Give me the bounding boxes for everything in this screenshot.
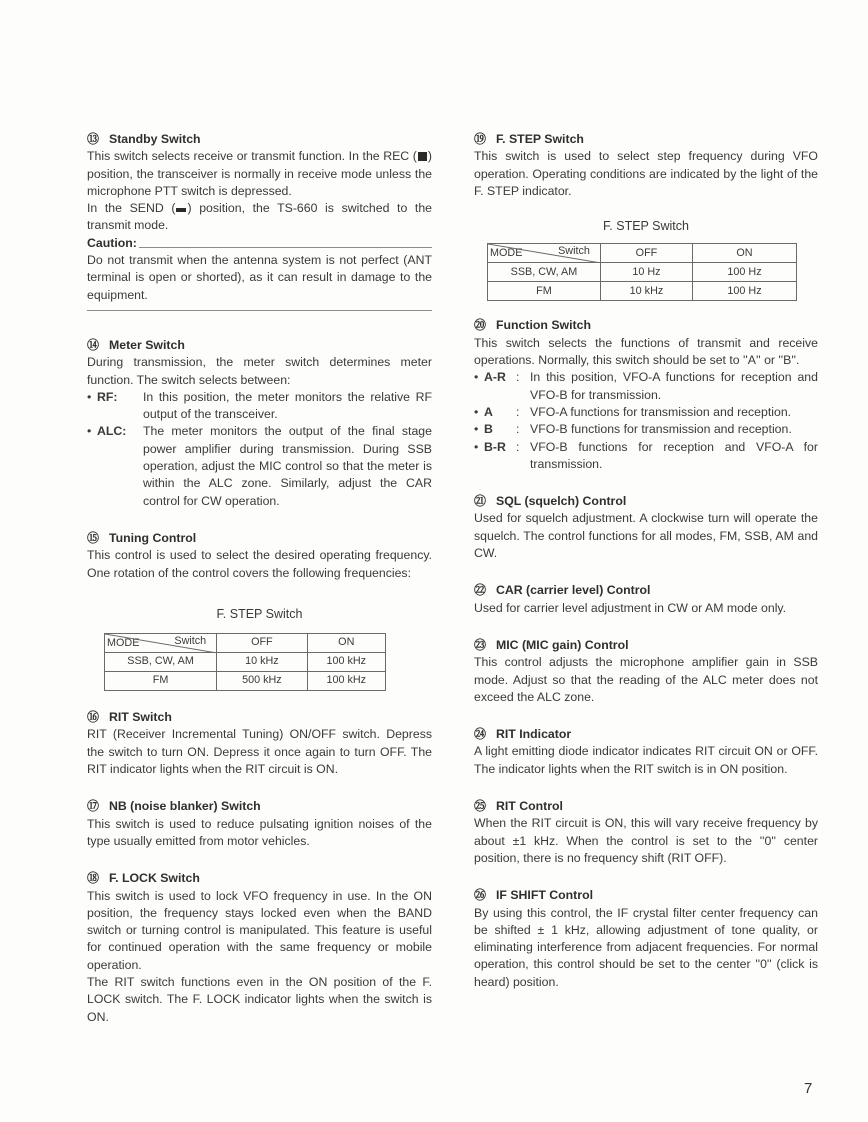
bullet-icon: • [87, 389, 92, 404]
option-separator: : [516, 439, 520, 454]
paragraph: This switch is used to lock VFO frequency in use. In the ON position, the frequency stays locked even when the BAND switch or turning control is manipulated. This feature is useful for continued operation with the same frequency or mobile operation. [87, 888, 432, 972]
section-title: RIT Control [496, 799, 563, 814]
item-number: ⑱ [87, 871, 100, 886]
corner-row-label: MODE [490, 247, 523, 260]
column-header: OFF [600, 244, 692, 263]
section-meter-switch [87, 337, 432, 510]
section-title: NB (noise blanker) Switch [109, 799, 261, 814]
section-title: Function Switch [496, 318, 591, 333]
option-key: A-R [484, 370, 506, 385]
corner-col-label: Switch [558, 245, 590, 258]
right-column [474, 131, 818, 1011]
section-title: Tuning Control [109, 530, 197, 545]
table-row [105, 672, 386, 691]
section-title: RIT Indicator [496, 727, 572, 742]
item-number: ⑳ [474, 318, 487, 333]
table-row [488, 263, 797, 282]
paragraph: This control is used to select the desired operating frequency. One rotation of the control covers the following frequencies: [87, 548, 432, 580]
on-cell: 100 Hz [693, 263, 797, 282]
option-desc: VFO-A functions for transmission and reception. [530, 404, 792, 419]
option-key: RF: [97, 389, 118, 404]
option-key: A [484, 404, 493, 419]
option-separator: : [516, 422, 520, 437]
paragraph: This control adjusts the microphone amplifier gain in SSB mode. Adjust so that the reading of the ALC meter does not exceed the ALC zone. [474, 655, 818, 704]
option-key: ALC: [97, 424, 127, 439]
column-header: OFF [217, 634, 307, 653]
section-heading [474, 798, 818, 815]
section-title: F. STEP Switch [496, 132, 584, 146]
text: In the SEND ( [87, 201, 176, 216]
section-car-control [474, 582, 818, 617]
paragraph: RIT (Receiver Incremental Tuning) ON/OFF switch. Depress the switch to turn ON. Depress it once again to turn OFF. The RIT indicator lights when the RIT circuit is ON. [87, 727, 432, 777]
section-title: RIT Switch [109, 710, 172, 725]
table-caption: F. STEP Switch [603, 219, 689, 234]
section-title: Standby Switch [109, 132, 201, 146]
section-rit-switch [87, 709, 432, 778]
paragraph [87, 200, 432, 235]
item-number: ⑯ [87, 710, 100, 725]
item-number: ㉑ [474, 494, 487, 509]
section-standby-switch [87, 131, 432, 311]
section-heading [87, 337, 432, 354]
section-title: IF SHIFT Control [496, 888, 593, 903]
table-row [105, 653, 386, 672]
item-number: ㉕ [474, 799, 487, 814]
caution-text: Do not transmit when the antenna system is not perfect (ANT terminal is open or shorted), as it can result in damage to the equipment. [87, 253, 432, 302]
paragraph [87, 148, 432, 200]
item-number: ㉔ [474, 727, 487, 742]
section-heading [474, 726, 818, 743]
corner-row-label: MODE [107, 636, 140, 649]
section-heading [474, 887, 818, 904]
item-number: ⑲ [474, 132, 487, 146]
paragraph: This switch selects the functions of transmit and receive operations. Normally, this switch should be set to ''A'' or ''B''. [474, 335, 818, 368]
bullet-icon: • [474, 404, 479, 419]
list-item [474, 404, 818, 421]
caution-end-rule [87, 310, 432, 311]
mode-cell: FM [488, 282, 601, 301]
corner-col-label: Switch [174, 635, 207, 648]
bullet-icon: • [87, 424, 92, 439]
section-heading [474, 493, 818, 510]
option-desc: VFO-B functions for transmission and reception. [530, 422, 792, 437]
mode-cell: SSB, CW, AM [105, 653, 217, 672]
off-cell: 10 kHz [600, 282, 692, 301]
section-mic-control [474, 637, 818, 706]
section-heading [87, 798, 432, 815]
list-item [474, 369, 818, 404]
paragraph: A light emitting diode indicator indicates RIT circuit ON or OFF. The indicator lights when the RIT switch is in ON position. [474, 744, 818, 776]
item-number: ⑬ [87, 132, 100, 146]
paragraph: This switch is used to select step frequency during VFO operation. Operating conditions are indicated by the light of the F. STEP indicator. [474, 149, 818, 198]
section-heading [87, 131, 432, 148]
section-heading [474, 637, 818, 654]
text: ) position, the TS-660 is switched to the transmit mode. [87, 201, 432, 233]
section-nb-switch [87, 798, 432, 850]
section-heading [474, 582, 818, 599]
section-rit-control [474, 798, 818, 867]
section-heading [87, 709, 432, 726]
option-desc: In this position, VFO-A functions for reception and VFO-B for transmission. [530, 370, 818, 402]
section-title: SQL (squelch) Control [496, 494, 627, 509]
table-caption: F. STEP Switch [216, 606, 303, 621]
option-desc: In this position, the meter monitors the relative RF output of the transceiver. [143, 389, 432, 422]
list-item [474, 439, 818, 474]
section-if-shift-control [474, 887, 818, 991]
table-header-row [488, 244, 797, 263]
caution-label [87, 235, 432, 252]
paragraph: The RIT switch functions even in the ON position of the F. LOCK switch. The F. LOCK indicator lights when the switch is ON. [87, 974, 432, 1024]
function-options-list [474, 369, 818, 473]
column-header: ON [693, 244, 797, 263]
send-position-icon [176, 208, 186, 212]
option-desc: VFO-B functions for reception and VFO-A for transmission. [530, 439, 818, 471]
bullet-icon: • [474, 439, 479, 454]
option-key: B [484, 422, 493, 437]
section-function-switch [474, 317, 818, 473]
rec-position-icon [418, 152, 427, 161]
off-cell: 500 kHz [217, 672, 307, 691]
bullet-icon: • [474, 422, 479, 437]
paragraph: During transmission, the meter switch determines meter function. The switch selects between: [87, 355, 432, 387]
section-title: MIC (MIC gain) Control [496, 637, 629, 652]
section-rit-indicator [474, 726, 818, 778]
section-heading [87, 530, 432, 547]
section-title: F. LOCK Switch [109, 871, 200, 886]
caution-rule [139, 247, 432, 248]
paragraph: Used for carrier level adjustment in CW or AM mode only. [474, 600, 787, 615]
list-item [474, 421, 818, 438]
bullet-icon: • [474, 370, 479, 385]
option-separator: : [516, 370, 520, 385]
on-cell: 100 Hz [693, 282, 797, 301]
mode-cell: SSB, CW, AM [488, 263, 601, 282]
section-title: Meter Switch [109, 337, 185, 352]
list-item [87, 389, 432, 424]
meter-options-list [87, 389, 432, 510]
mode-cell: FM [105, 672, 217, 691]
section-flock-switch [87, 870, 432, 1026]
caution-title: Caution: [87, 235, 137, 250]
section-title: CAR (carrier level) Control [496, 583, 651, 598]
fstep-table-vfo [487, 243, 797, 301]
section-heading [474, 131, 818, 148]
off-cell: 10 kHz [217, 653, 307, 672]
left-column [87, 131, 432, 1046]
section-tuning-control [87, 530, 432, 691]
item-number: ⑰ [87, 799, 100, 814]
text: ) position, the transceiver is normally in receive mode unless the microphone PTT switch is depressed. [87, 149, 432, 198]
table-corner-cell [488, 244, 601, 263]
paragraph: By using this control, the IF crystal filter center frequency can be shifted ± 1 kHz, allowing adjustment of tone quality, or eliminating interference from adjacent frequencies. For normal operation, this control should be set to the center ''0'' (click is heard) position. [474, 905, 818, 989]
section-heading [474, 317, 818, 334]
paragraph: When the RIT circuit is ON, this will vary receive frequency by about ±1 kHz. When the control is set to the ''0'' center position, there is no frequency shift (RIT OFF). [474, 816, 818, 865]
section-heading [87, 870, 432, 887]
table-corner-cell [105, 634, 217, 653]
page-number: 7 [804, 1080, 813, 1097]
item-number: ⑮ [87, 530, 100, 545]
text: This switch selects receive or transmit function. In the REC ( [87, 149, 417, 164]
on-cell: 100 kHz [307, 672, 385, 691]
option-key: B-R [484, 439, 506, 454]
on-cell: 100 kHz [307, 653, 385, 672]
table-row [488, 282, 797, 301]
item-number: ⑭ [87, 337, 100, 352]
table-header-row [105, 634, 386, 653]
item-number: ㉓ [474, 637, 487, 652]
item-number: ㉒ [474, 583, 487, 598]
list-item [87, 423, 432, 509]
fstep-table-tuning [104, 633, 386, 691]
paragraph: This switch is used to reduce pulsating ignition noises of the type usually emitted from motor vehicles. [87, 816, 432, 848]
section-fstep-switch [474, 131, 818, 301]
column-header: ON [307, 634, 385, 653]
option-separator: : [516, 404, 520, 419]
off-cell: 10 Hz [600, 263, 692, 282]
item-number: ㉖ [474, 888, 487, 903]
paragraph: Used for squelch adjustment. A clockwise turn will operate the squelch. The control functions for all modes, FM, SSB, AM and CW. [474, 511, 818, 561]
section-sql-control [474, 493, 818, 562]
option-desc: The meter monitors the output of the final stage power amplifier during transmission. During SSB operation, adjust the MIC control so that the meter is within the ALC zone. Similarly, adjust the CAR control for CW operation. [143, 424, 432, 508]
